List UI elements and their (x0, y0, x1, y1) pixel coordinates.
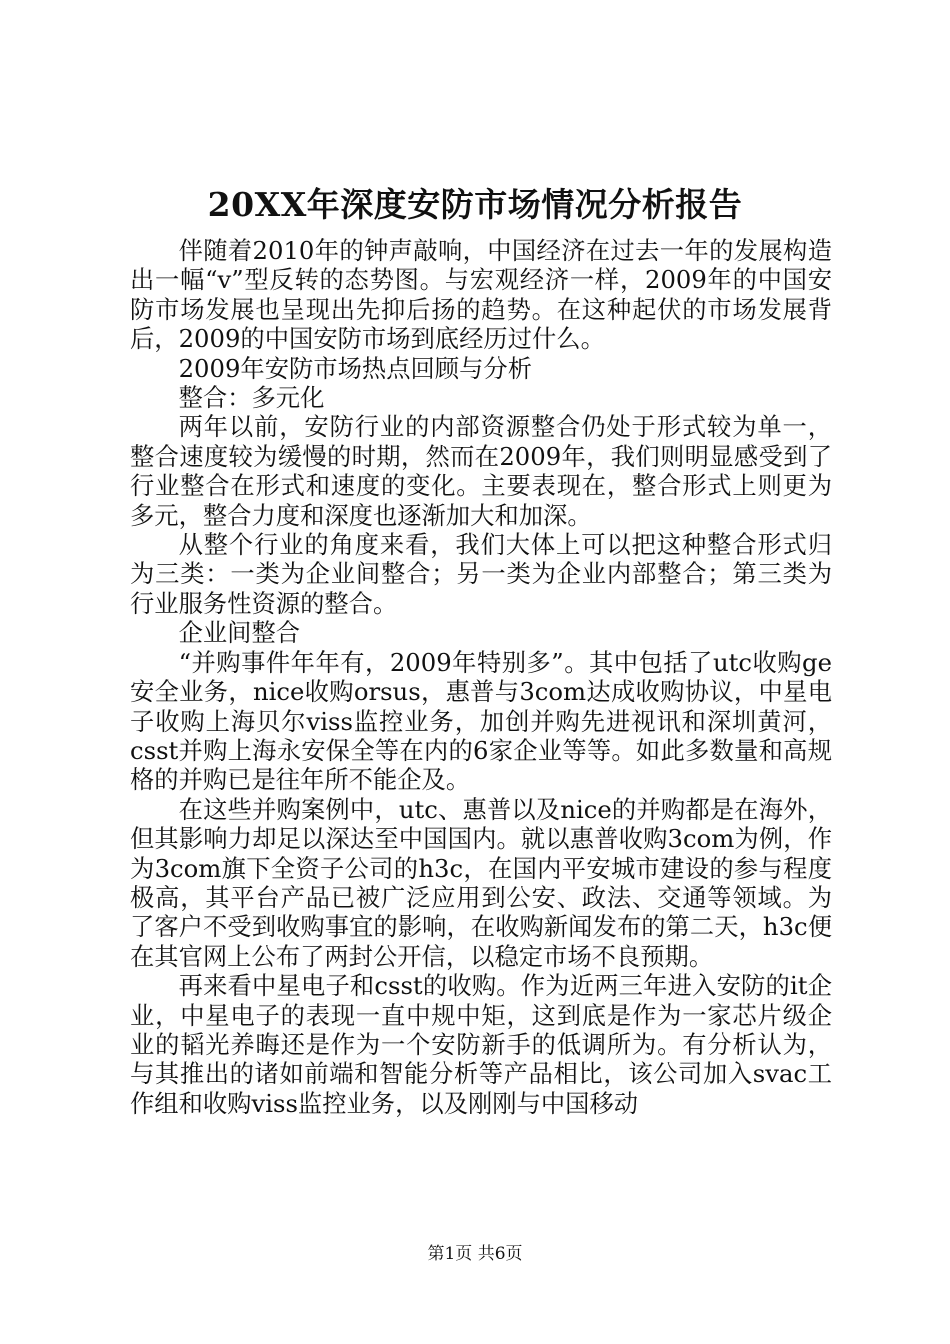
section-heading-integration: 整合：多元化 (178, 383, 325, 413)
paragraph-integration-types: 从整个行业的角度来看，我们大体上可以把这种整合形式归为三类：一类为企业间整合；另一类为企业内部整合；第三类为行业服务性资源的整合。 (130, 530, 832, 618)
document-body (130, 236, 832, 1118)
paragraph-intro: 伴随着2010年的钟声敲响，中国经济在过去一年的发展构造出一幅“v”型反转的态势图。与宏观经济一样，2009年的中国安防市场发展也呈现出先抑后扬的趋势。在这种起伏的市场发展背后，2009的中国安防市场到底经历过什么。 (130, 236, 832, 354)
page-number-footer: 第1页 共6页 (427, 1244, 523, 1264)
paragraph-overseas-cases: 在这些并购案例中，utc、惠普以及nice的并购都是在海外，但其影响力却足以深达至中国国内。就以惠普收购3com为例，作为3com旗下全资子公司的h3c，在国内平安城市建设的参与程度极高，其平台产品已被广泛应用到公安、政法、交通等领域。为了客户不受到收购事宜的影响，在收购新闻发布的第二天，h3c便在其官网上公布了两封公开信，以稳定市场不良预期。 (130, 794, 832, 971)
paragraph-acquisitions: “并购事件年年有，2009年特别多”。其中包括了utc收购ge安全业务，nice收购orsus，惠普与3com达成收购协议，中星电子收购上海贝尔viss监控业务，加创并购先进视讯和深圳黄河，csst并购上海永安保全等在内的6家企业等等。如此多数量和高规格的并购已是往年所不能企及。 (130, 647, 832, 795)
section-heading-inter-enterprise: 企业间整合 (178, 618, 301, 648)
section-heading-review: 2009年安防市场热点回顾与分析 (178, 353, 532, 383)
document-title: 20XX年深度安防市场情况分析报告 (207, 185, 743, 224)
paragraph-zhongxing-csst: 再来看中星电子和csst的收购。作为近两三年进入安防的it企业，中星电子的表现一直中规中矩，这到底是作为一家芯片级企业的韬光养晦还是作为一个安防新手的低调所为。有分析认为，与其推出的诸如前端和智能分析等产品相比，该公司加入svac工作组和收购viss监控业务，以及刚刚与中国移动 (130, 971, 832, 1118)
paragraph-integration-change: 两年以前，安防行业的内部资源整合仍处于形式较为单一，整合速度较为缓慢的时期，然而在2009年，我们则明显感受到了行业整合在形式和速度的变化。主要表现在，整合形式上则更为多元，整合力度和深度也逐渐加大和加深。 (130, 412, 832, 530)
